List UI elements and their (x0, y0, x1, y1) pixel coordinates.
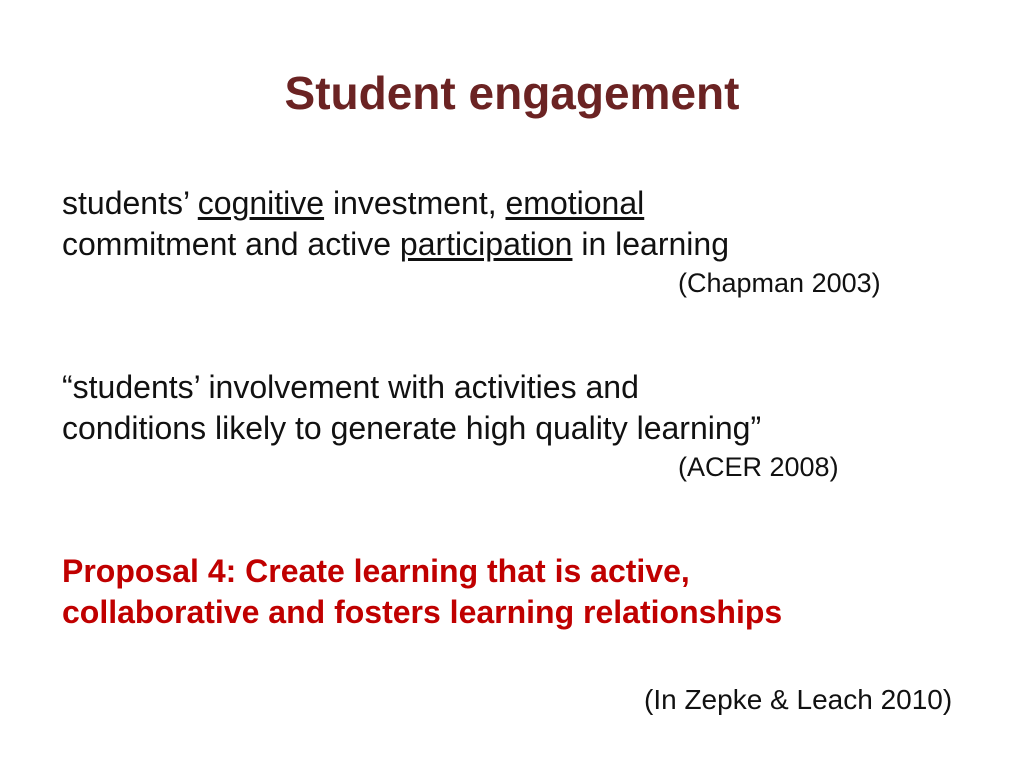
text-fragment: students’ (62, 185, 198, 221)
citation-acer: (ACER 2008) (678, 452, 839, 482)
proposal-line-2: collaborative and fosters learning relationships (62, 594, 783, 630)
text-fragment: in learning (572, 226, 729, 262)
definition-line-2 (62, 224, 729, 265)
quote-line-2: conditions likely to generate high quality learning” (62, 410, 762, 446)
underlined-word-cognitive: cognitive (197, 185, 325, 221)
citation-chapman: (Chapman 2003) (678, 268, 881, 298)
definition-acer (62, 367, 761, 449)
underlined-word-participation: participation (399, 226, 573, 262)
slide-title: Student engagement (284, 67, 740, 119)
underlined-word-emotional: emotional (505, 185, 645, 221)
definition-chapman (62, 183, 729, 265)
text-fragment: commitment and active (62, 226, 400, 262)
definition-line-1 (62, 183, 729, 224)
proposal-line-1: Proposal 4: Create learning that is active, (62, 553, 690, 589)
quote-line-1: “students’ involvement with activities and (62, 369, 639, 405)
text-fragment: investment, (324, 185, 506, 221)
citation-zepke-leach: (In Zepke & Leach 2010) (644, 684, 953, 715)
proposal-statement (62, 551, 782, 633)
